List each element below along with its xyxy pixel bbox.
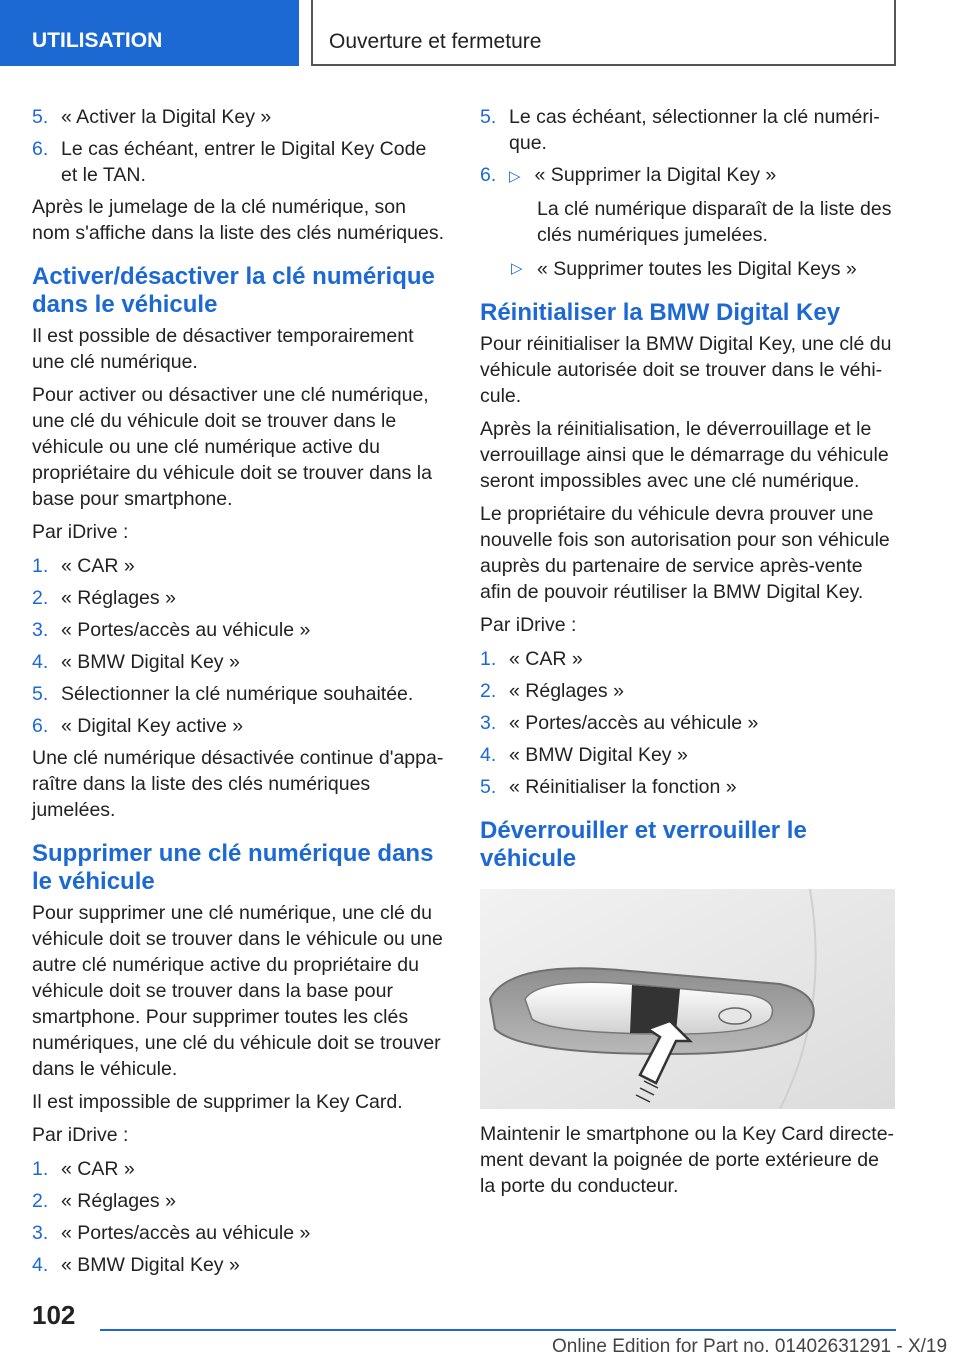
list-text: Le cas échéant, sélectionner la clé numérique. bbox=[509, 106, 880, 154]
list-subtext: La clé numérique disparaît de la liste des clés numériques jumelées. bbox=[537, 198, 892, 246]
list-number: 6. bbox=[32, 138, 49, 160]
list-item bbox=[480, 710, 895, 736]
paragraph: Une clé numérique désactivée continue d'apparaître dans la liste des clés numériques jumelées. bbox=[32, 747, 444, 821]
list-text: « CAR » bbox=[61, 1158, 135, 1180]
numbered-list bbox=[32, 1156, 447, 1278]
list-number: 4. bbox=[32, 1254, 49, 1276]
list-item bbox=[32, 104, 447, 130]
door-handle-illustration bbox=[480, 889, 895, 1109]
list-number: 2. bbox=[32, 587, 49, 609]
list-number: 3. bbox=[480, 712, 497, 734]
list-text: « Portes/accès au véhicule » bbox=[61, 1222, 311, 1244]
list-number: 5. bbox=[32, 683, 49, 705]
list-text: « Portes/accès au véhicule » bbox=[509, 712, 759, 734]
list-number: 5. bbox=[32, 106, 49, 128]
paragraph: Pour supprimer une clé numérique, une clé du véhicule doit se trouver dans le véhicule ou une autre clé numérique active du propriétaire du véhicule doit se trouver dans la base pour smartphone. Pour supprimer toutes les clés numériques, une clé du véhicule doit se trouver dans le véhicule. bbox=[32, 902, 443, 1080]
list-number: 4. bbox=[480, 744, 497, 766]
list-text: Sélectionner la clé numérique souhaitée. bbox=[61, 683, 414, 705]
list-number: 2. bbox=[480, 680, 497, 702]
list-number: 3. bbox=[32, 1222, 49, 1244]
list-item bbox=[480, 742, 895, 768]
section-heading: Déverrouiller et verrouiller le véhicule bbox=[480, 817, 807, 872]
list-text: « Réglages » bbox=[509, 680, 624, 702]
left-column bbox=[32, 104, 447, 1284]
list-item bbox=[32, 1252, 447, 1278]
list-item bbox=[32, 681, 447, 707]
list-item bbox=[32, 1156, 447, 1182]
list-item bbox=[32, 553, 447, 579]
list-number: 5. bbox=[480, 776, 497, 798]
paragraph: Pour activer ou désactiver une clé numérique, une clé du véhicule doit se trouver dans le véhicule ou une clé numérique active du propriétaire du véhicule doit se trouver dans la base pour smartphone. bbox=[32, 384, 432, 510]
list-item bbox=[32, 713, 447, 739]
list-item bbox=[32, 617, 447, 643]
list-item bbox=[32, 585, 447, 611]
list-item bbox=[32, 1188, 447, 1214]
list-item bbox=[32, 136, 447, 188]
list-number: 1. bbox=[32, 1158, 49, 1180]
list-text: « CAR » bbox=[509, 648, 583, 670]
list-item bbox=[32, 1220, 447, 1246]
paragraph: Par iDrive : bbox=[32, 521, 129, 543]
paragraph: Il est impossible de supprimer la Key Card. bbox=[32, 1091, 403, 1113]
section-heading: Activer/désactiver la clé numérique dans le véhicule bbox=[32, 263, 435, 318]
paragraph: Par iDrive : bbox=[32, 1124, 129, 1146]
page-header bbox=[0, 0, 960, 66]
paragraph: Pour réinitialiser la BMW Digital Key, une clé du véhicule autorisée doit se trouver dans le véhicule. bbox=[480, 333, 892, 407]
bullet-item bbox=[509, 256, 895, 282]
list-number: 3. bbox=[32, 619, 49, 641]
paragraph: Par iDrive : bbox=[480, 614, 577, 636]
list-item bbox=[480, 774, 895, 800]
paragraph: Maintenir le smartphone ou la Key Card directement devant la poignée de porte extérieure de la porte du conducteur. bbox=[480, 1123, 895, 1197]
numbered-list bbox=[32, 553, 447, 739]
list-text: Le cas échéant, entrer le Digital Key Code et le TAN. bbox=[61, 138, 427, 186]
list-text: « BMW Digital Key » bbox=[61, 651, 240, 673]
chapter-title: Ouverture et fermeture bbox=[311, 0, 896, 66]
paragraph: Après le jumelage de la clé numérique, son nom s'affiche dans la liste des clés numériques. bbox=[32, 196, 444, 244]
page-number: 102 bbox=[32, 1300, 76, 1330]
paragraph: Après la réinitialisation, le déverrouillage et le verrouillage ainsi que le démarrage du véhicule seront impossibles avec une clé numérique. bbox=[480, 418, 889, 492]
right-column bbox=[480, 104, 895, 1206]
list-number: 4. bbox=[32, 651, 49, 673]
list-item bbox=[32, 649, 447, 675]
edition-note: Online Edition for Part no. 01402631291 - X/19 bbox=[552, 1336, 948, 1357]
numbered-list bbox=[480, 104, 895, 190]
list-number: 6. bbox=[32, 715, 49, 737]
list-text: « Portes/accès au véhicule » bbox=[61, 619, 311, 641]
list-number: 5. bbox=[480, 106, 497, 128]
list-item bbox=[480, 646, 895, 672]
paragraph: Il est possible de désactiver temporairement une clé numérique. bbox=[32, 325, 414, 373]
bullet-text: « Supprimer toutes les Digital Keys » bbox=[537, 258, 857, 280]
list-number: 2. bbox=[32, 1190, 49, 1212]
section-heading: Réinitialiser la BMW Digital Key bbox=[480, 299, 841, 326]
list-text: « Supprimer la Digital Key » bbox=[534, 164, 777, 186]
paragraph: Le propriétaire du véhicule devra prouver une nouvelle fois son autorisation pour son véhicule auprès du partenaire de service après-vente afin de pouvoir réutiliser la BMW Digital Key. bbox=[480, 503, 890, 603]
list-text: « BMW Digital Key » bbox=[509, 744, 688, 766]
list-item bbox=[480, 104, 895, 156]
triangle-bullet-icon: ▷ bbox=[509, 168, 521, 185]
list-number: 6. bbox=[480, 164, 497, 186]
list-number: 1. bbox=[32, 555, 49, 577]
list-item bbox=[480, 678, 895, 704]
list-item bbox=[480, 162, 895, 190]
section-tab: UTILISATION bbox=[0, 0, 299, 66]
triangle-bullet-icon: ▷ bbox=[511, 260, 523, 277]
door-handle-image bbox=[480, 889, 895, 1109]
list-number: 1. bbox=[480, 648, 497, 670]
list-text: « Réglages » bbox=[61, 1190, 176, 1212]
list-text: « BMW Digital Key » bbox=[61, 1254, 240, 1276]
footer-divider bbox=[100, 1329, 896, 1331]
list-text: « Activer la Digital Key » bbox=[61, 106, 272, 128]
list-text: « Digital Key active » bbox=[61, 715, 244, 737]
numbered-list bbox=[32, 104, 447, 188]
list-text: « Réglages » bbox=[61, 587, 176, 609]
list-text: « Réinitialiser la fonction » bbox=[509, 776, 737, 798]
list-text: « CAR » bbox=[61, 555, 135, 577]
numbered-list bbox=[480, 646, 895, 800]
section-heading: Supprimer une clé numérique dans le véhicule bbox=[32, 840, 434, 895]
